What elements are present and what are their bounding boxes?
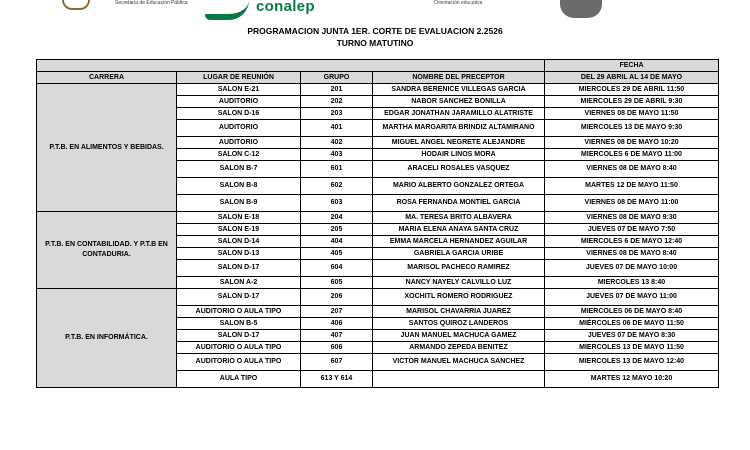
grupo-cell: 207 — [301, 306, 373, 318]
table-row — [37, 212, 719, 224]
grupo-cell: 605 — [301, 277, 373, 289]
preceptor-cell — [373, 371, 545, 388]
grupo-cell: 407 — [301, 330, 373, 342]
lugar-cell: SALON D-17 — [177, 260, 301, 277]
grupo-cell: 205 — [301, 224, 373, 236]
grupo-cell: 405 — [301, 248, 373, 260]
lugar-cell: AUDITORIO — [177, 137, 301, 149]
carrera-cell: P.T.B. EN CONTABILIDAD. Y P.T.B EN CONTADURIA. — [37, 212, 177, 289]
fecha-cell: MARTES 12 MAYO 10:20 — [545, 371, 719, 388]
schedule-table — [36, 59, 719, 388]
grupo-cell: 206 — [301, 289, 373, 306]
fecha-cell: VIERNES 08 DE MAYO 11:00 — [545, 195, 719, 212]
grupo-cell: 204 — [301, 212, 373, 224]
grupo-cell: 607 — [301, 354, 373, 371]
fecha-cell: VIERNES 08 DE MAYO 10:20 — [545, 137, 719, 149]
col-preceptor: NOMBRE DEL PRECEPTOR — [373, 72, 545, 84]
document-subtitle: TURNO MATUTINO — [336, 38, 414, 48]
fecha-header: FECHA — [545, 60, 719, 72]
preceptor-cell: NABOR SANCHEZ BONILLA — [373, 96, 545, 108]
preceptor-cell: SANTOS QUIROZ LANDEROS — [373, 318, 545, 330]
carrera-cell: P.T.B. EN ALIMENTOS Y BEBIDAS. — [37, 84, 177, 212]
preceptor-cell: GABRIELA GARCIA URIBE — [373, 248, 545, 260]
lugar-cell: SALON D-17 — [177, 289, 301, 306]
grupo-cell: 402 — [301, 137, 373, 149]
preceptor-cell: ARACELI ROSALES VASQUEZ — [373, 161, 545, 178]
lugar-cell: SALON B-7 — [177, 161, 301, 178]
grupo-cell: 604 — [301, 260, 373, 277]
preceptor-cell: MARISOL PACHECO RAMIREZ — [373, 260, 545, 277]
lugar-cell: AUDITORIO — [177, 96, 301, 108]
grupo-cell: 202 — [301, 96, 373, 108]
table-row — [37, 84, 719, 96]
grupo-cell: 603 — [301, 195, 373, 212]
fecha-cell: MIERCOLES 13 DE MAYO 12:40 — [545, 354, 719, 371]
document-header — [0, 0, 750, 22]
column-header-row — [37, 72, 719, 84]
fecha-cell: VIERNES 08 DE MAYO 8:40 — [545, 248, 719, 260]
document-title: PROGRAMACION JUNTA 1ER. CORTE DE EVALUACION 2.2526 — [247, 26, 503, 36]
col-fecha: DEL 29 ABRIL AL 14 DE MAYO — [545, 72, 719, 84]
lugar-cell: SALON C-12 — [177, 149, 301, 161]
conalep-swoosh-icon — [205, 0, 249, 20]
conalep-logo-text: conalep — [256, 0, 315, 15]
fecha-cell: MIERCOLES 06 DE MAYO 8:40 — [545, 306, 719, 318]
preceptor-cell: XOCHITL ROMERO RODRIGUEZ — [373, 289, 545, 306]
preceptor-cell: VICTOR MANUEL MACHUCA SANCHEZ — [373, 354, 545, 371]
col-grupo: GRUPO — [301, 72, 373, 84]
fecha-cell: MIERCOLES 29 DE ABRIL 9:30 — [545, 96, 719, 108]
preceptor-cell: MA. TERESA BRITO ALBAVERA — [373, 212, 545, 224]
fecha-cell: VIERNES 08 DE MAYO 9:30 — [545, 212, 719, 224]
fecha-cell: MIERCOLES 13 8:40 — [545, 277, 719, 289]
fecha-cell: MIERCOLES 6 DE MAYO 11:00 — [545, 149, 719, 161]
preceptor-cell: EMMA MARCELA HERNANDEZ AGUILAR — [373, 236, 545, 248]
grupo-cell: 606 — [301, 342, 373, 354]
sep-logo-text: Secretaría de Educación Pública — [115, 0, 188, 6]
lugar-cell: AUDITORIO — [177, 120, 301, 137]
grupo-cell: 201 — [301, 84, 373, 96]
grupo-cell: 203 — [301, 108, 373, 120]
fecha-cell: VIERNES 08 DE MAYO 8:40 — [545, 161, 719, 178]
preceptor-cell: MARTHA MARGARITA BRINDIZ ALTAMIRANO — [373, 120, 545, 137]
carrera-cell: P.T.B. EN INFORMÁTICA. — [37, 289, 177, 388]
lugar-cell: AUDITORIO O AULA TIPO — [177, 306, 301, 318]
lugar-cell: AUDITORIO O AULA TIPO — [177, 342, 301, 354]
lugar-cell: SALON D-16 — [177, 108, 301, 120]
lugar-cell: SALON B-9 — [177, 195, 301, 212]
lugar-cell: SALON B-8 — [177, 178, 301, 195]
fecha-cell: JUEVES 07 DE MAYO 10:00 — [545, 260, 719, 277]
lugar-cell: SALON D-13 — [177, 248, 301, 260]
grupo-cell: 401 — [301, 120, 373, 137]
preceptor-cell: MARISOL CHAVARRIA JUAREZ — [373, 306, 545, 318]
fecha-cell: MIÉRCOLES 06 DE MAYO 11:50 — [545, 318, 719, 330]
grupo-cell: 601 — [301, 161, 373, 178]
fecha-cell: MARTES 12 DE MAYO 11:50 — [545, 178, 719, 195]
fecha-cell: JUEVES 07 DE MAYO 7:50 — [545, 224, 719, 236]
preceptor-cell: SANDRA BERENICE VILLEGAS GARCIA — [373, 84, 545, 96]
sep-seal-icon — [62, 0, 90, 10]
grupo-cell: 406 — [301, 318, 373, 330]
grupo-cell: 403 — [301, 149, 373, 161]
preceptor-cell: MIGUEL ANGEL NEGRETE ALEJANDRE — [373, 137, 545, 149]
fecha-cell: JUEVES 07 DE MAYO 11:00 — [545, 289, 719, 306]
preceptor-cell: ROSA FERNANDA MONTIEL GARCIA — [373, 195, 545, 212]
orientation-text: Orientación educativa — [434, 0, 483, 6]
preceptor-cell: MARIO ALBERTO GONZALEZ ORTEGA — [373, 178, 545, 195]
preceptor-cell: JUAN MANUEL MACHUCA GAMEZ — [373, 330, 545, 342]
fecha-cell: VIERNES 08 DE MAYO 11:50 — [545, 108, 719, 120]
fecha-cell: MIERCOLES 13 DE MAYO 9:30 — [545, 120, 719, 137]
preceptor-cell: HODAIR LINOS MORA — [373, 149, 545, 161]
lugar-cell: SALON E-18 — [177, 212, 301, 224]
preceptor-cell: MARIA ELENA ANAYA SANTA CRUZ — [373, 224, 545, 236]
lugar-cell: SALON E-19 — [177, 224, 301, 236]
header-spacer — [37, 60, 545, 72]
col-carrera: CARRERA — [37, 72, 177, 84]
preceptor-cell: EDGAR JONATHAN JARAMILLO ALATRISTE — [373, 108, 545, 120]
grupo-cell: 602 — [301, 178, 373, 195]
preceptor-cell: ARMANDO ZEPEDA BENITEZ — [373, 342, 545, 354]
lugar-cell: SALON A-2 — [177, 277, 301, 289]
emblem-icon — [560, 0, 602, 18]
lugar-cell: SALON B-5 — [177, 318, 301, 330]
fecha-cell: MIERCOLES 6 DE MAYO 12:40 — [545, 236, 719, 248]
col-lugar: LUGAR DE REUNIÓN — [177, 72, 301, 84]
lugar-cell: SALON D-17 — [177, 330, 301, 342]
table-row — [37, 289, 719, 306]
lugar-cell: SALON E-21 — [177, 84, 301, 96]
lugar-cell: AULA TIPO — [177, 371, 301, 388]
grupo-cell: 613 Y 614 — [301, 371, 373, 388]
preceptor-cell: NANCY NAYELY CALVILLO LUZ — [373, 277, 545, 289]
fecha-cell: MIERCOLES 13 DE MAYO 11:50 — [545, 342, 719, 354]
fecha-cell: MIERCOLES 29 DE ABRIL 11:50 — [545, 84, 719, 96]
grupo-cell: 404 — [301, 236, 373, 248]
lugar-cell: AUDITORIO O AULA TIPO — [177, 354, 301, 371]
lugar-cell: SALON D-14 — [177, 236, 301, 248]
fecha-cell: JUEVES 07 DE MAYO 8:30 — [545, 330, 719, 342]
